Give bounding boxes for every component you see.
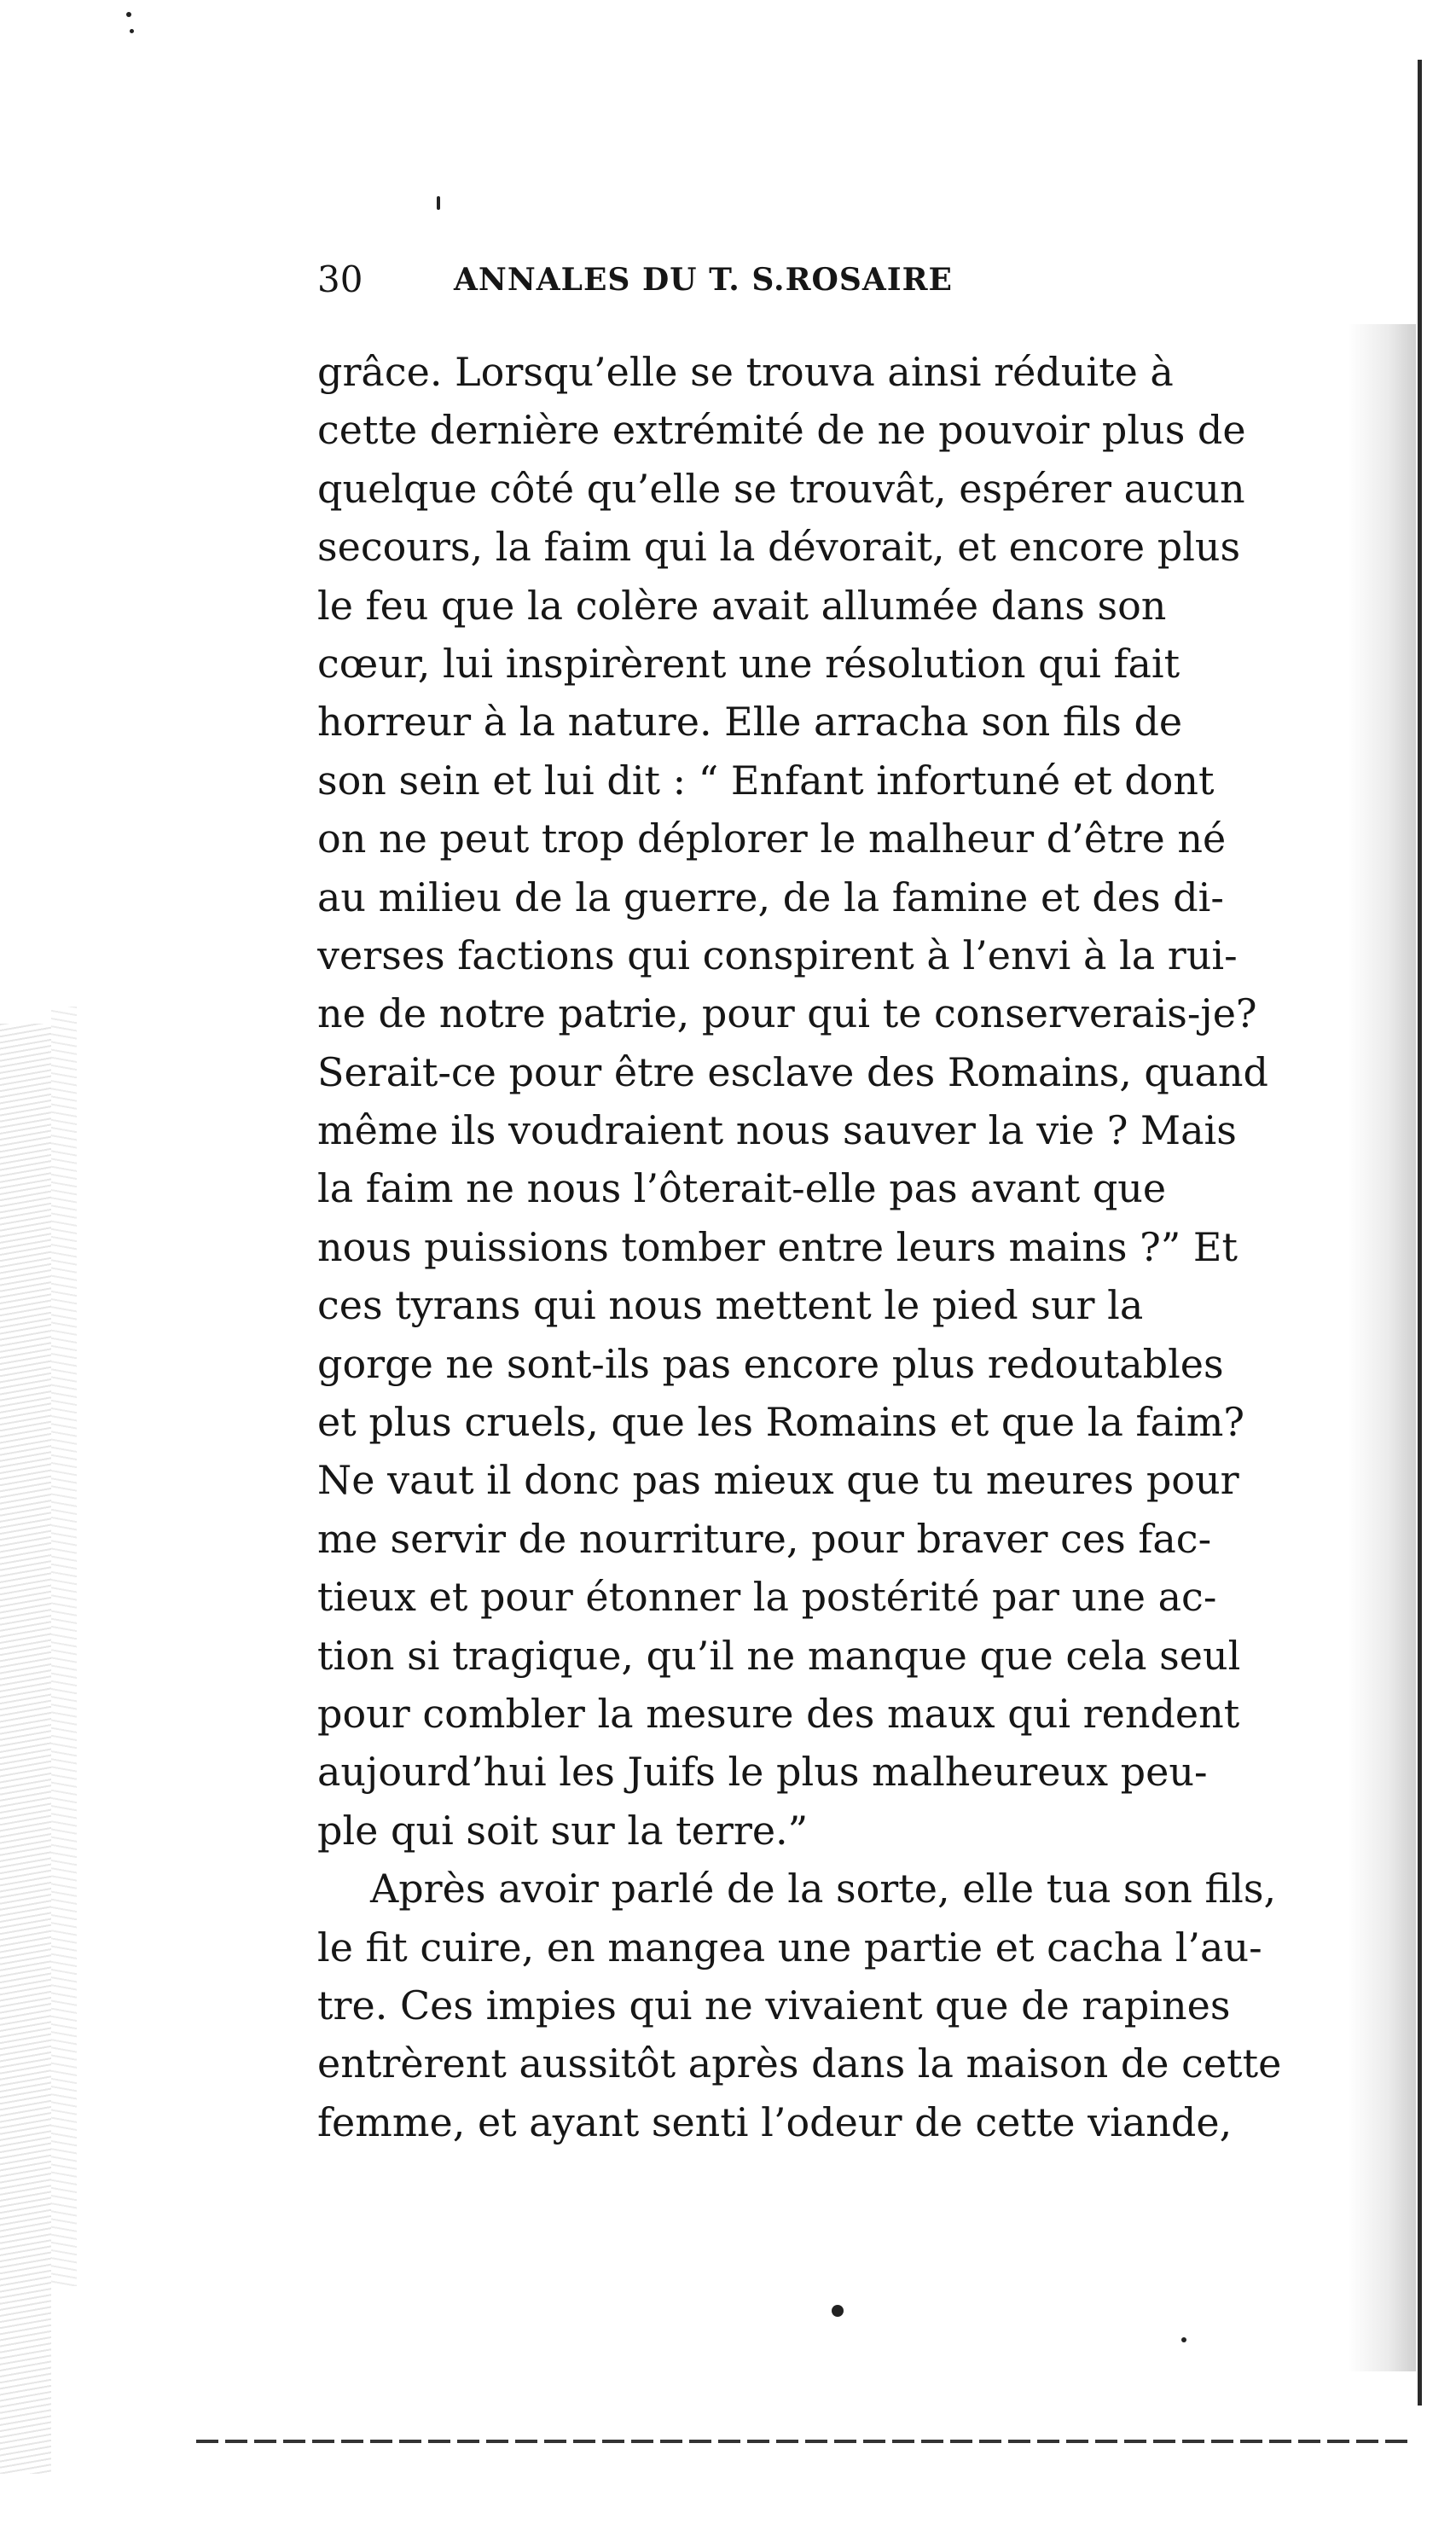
text-line: gorge ne sont-ils pas encore plus redoutables bbox=[317, 1340, 1224, 1387]
scan-edge-line bbox=[1418, 60, 1422, 2406]
text-line: même ils voudraient nous sauver la vie ? Mais bbox=[317, 1107, 1237, 1154]
text-line: horreur à la nature. Elle arracha son fils de bbox=[317, 699, 1183, 746]
text-line: on ne peut trop déplorer le malheur d’être né bbox=[317, 815, 1227, 862]
text-line: tre. Ces impies qui ne vivaient que de rapines bbox=[317, 1982, 1231, 2028]
bottom-scan-rule bbox=[196, 2440, 1407, 2443]
text-line: tieux et pour étonner la postérité par une ac- bbox=[317, 1574, 1217, 1621]
text-line: pour combler la mesure des maux qui rendent bbox=[317, 1690, 1240, 1737]
text-line: aujourd’hui les Juifs le plus malheureux peu- bbox=[317, 1749, 1208, 1796]
text-line: Serait-ce pour être esclave des Romains, quand bbox=[317, 1048, 1269, 1095]
text-line: cette dernière extrémité de ne pouvoir plus de bbox=[317, 407, 1246, 454]
text-line: et plus cruels, que les Romains et que la faim? bbox=[317, 1399, 1244, 1446]
text-line: ple qui soit sur la terre.” bbox=[317, 1807, 809, 1854]
text-line: ces tyrans qui nous mettent le pied sur la bbox=[317, 1282, 1144, 1329]
text-line: ne de notre patrie, pour qui te conserverais-je? bbox=[317, 990, 1257, 1037]
text-line: secours, la faim qui la dévorait, et encore plus bbox=[317, 524, 1241, 571]
text-line: le fit cuire, en mangea une partie et cacha l’au- bbox=[317, 1924, 1262, 1970]
scan-dot bbox=[437, 196, 440, 210]
text-line: Ne vaut il donc pas mieux que tu meures pour bbox=[317, 1457, 1239, 1504]
text-line: entrèrent aussitôt après dans la maison de cette bbox=[317, 2040, 1282, 2087]
text-line: la faim ne nous l’ôterait-elle pas avant que bbox=[317, 1165, 1167, 1212]
text-line: au milieu de la guerre, de la famine et des di- bbox=[317, 873, 1224, 920]
text-line: cœur, lui inspirèrent une résolution qui fait bbox=[317, 640, 1180, 687]
text-line: tion si tragique, qu’il ne manque que cela seul bbox=[317, 1632, 1241, 1679]
gutter-speckle-secondary bbox=[51, 1007, 77, 2286]
paragraph-first-line: Après avoir parlé de la sorte, elle tua son fils, bbox=[370, 1866, 1277, 1912]
text-line: verses factions qui conspirent à l’envi à la rui- bbox=[317, 931, 1238, 978]
scan-dot bbox=[832, 2305, 844, 2317]
text-line: quelque côté qu’elle se trouvât, espérer aucun bbox=[317, 465, 1245, 512]
scan-dot bbox=[130, 29, 134, 33]
text-line: grâce. Lorsqu’elle se trouva ainsi réduite à bbox=[317, 349, 1174, 395]
text-line: son sein et lui dit : “ Enfant infortuné et dont bbox=[317, 757, 1215, 804]
text-line: le feu que la colère avait allumée dans son bbox=[317, 582, 1167, 629]
scan-dot bbox=[126, 12, 131, 17]
gutter-speckle bbox=[0, 1024, 51, 2474]
text-line: me servir de nourriture, pour braver ces fac- bbox=[317, 1515, 1212, 1562]
running-header bbox=[317, 254, 1256, 305]
body-text bbox=[317, 343, 1383, 2151]
text-line: femme, et ayant senti l’odeur de cette viande, bbox=[317, 2098, 1233, 2145]
scan-dot bbox=[1181, 2337, 1186, 2342]
text-line: nous puissions tomber entre leurs mains ?” Et bbox=[317, 1223, 1238, 1270]
running-title: ANNALES DU T. S.ROSAIRE bbox=[454, 262, 953, 298]
page-number: 30 bbox=[317, 258, 363, 300]
